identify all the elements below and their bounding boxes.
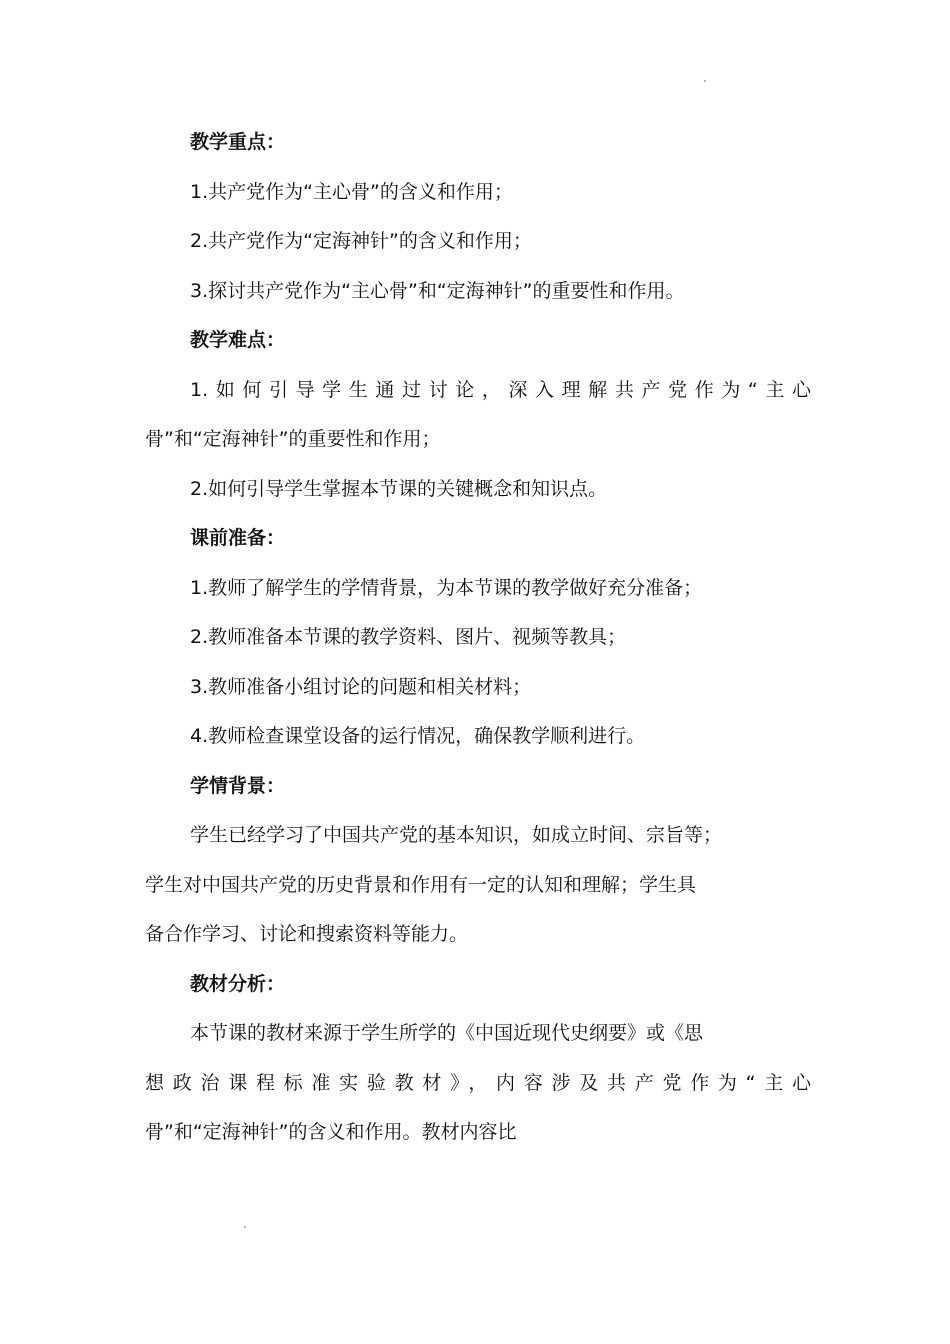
heading-preparation: 课前准备： — [190, 527, 286, 549]
preparation-item-4: 4.教师检查课堂设备的运行情况，确保教学顺利进行。 — [190, 725, 646, 747]
speck-mark — [244, 1226, 246, 1228]
difficulty-item-2: 2.如何引导学生掌握本节课的关键概念和知识点。 — [190, 477, 608, 500]
materials-line-2: 想政治课程标准实验教材》，内容涉及共产党作为“主心 — [145, 1071, 811, 1094]
materials-line-3: 骨”和“定海神针”的含义和作用。教材内容比 — [145, 1121, 517, 1143]
key-point-item-2: 2.共产党作为“定海神针”的含义和作用； — [190, 230, 532, 252]
difficulty-item-1-line-1: 1.如何引导学生通过讨论，深入理解共产党作为“主心 — [190, 378, 811, 401]
key-point-item-3: 3.探讨共产党作为“主心骨”和“定海神针”的重要性和作用。 — [190, 279, 685, 302]
difficulty-item-1-line-2: 骨”和“定海神针”的重要性和作用； — [145, 428, 441, 450]
heading-background: 学情背景： — [190, 774, 286, 797]
key-point-item-1: 1.共产党作为“主心骨”的含义和作用； — [190, 180, 513, 203]
heading-materials: 教材分析： — [190, 972, 286, 995]
preparation-item-3: 3.教师准备小组讨论的问题和相关材料； — [190, 675, 532, 698]
background-line-1: 学生已经学习了中国共产党的基本知识，如成立时间、宗旨等； — [190, 824, 723, 846]
heading-difficulties: 教学难点： — [190, 329, 286, 351]
preparation-item-2: 2.教师准备本节课的教学资料、图片、视频等教具； — [190, 626, 627, 648]
background-line-2: 学生对中国共产党的历史背景和作用有一定的认知和理解；学生具 — [145, 873, 697, 896]
document-body — [145, 118, 811, 1158]
speck-mark — [704, 80, 706, 82]
materials-line-1: 本节课的教材来源于学生所学的《中国近现代史纲要》或《思 — [190, 1022, 704, 1044]
background-line-3: 备合作学习、讨论和搜索资料等能力。 — [145, 923, 469, 945]
heading-key-points: 教学重点： — [190, 131, 286, 153]
preparation-item-1: 1.教师了解学生的学情背景，为本节课的教学做好充分准备； — [190, 576, 703, 599]
